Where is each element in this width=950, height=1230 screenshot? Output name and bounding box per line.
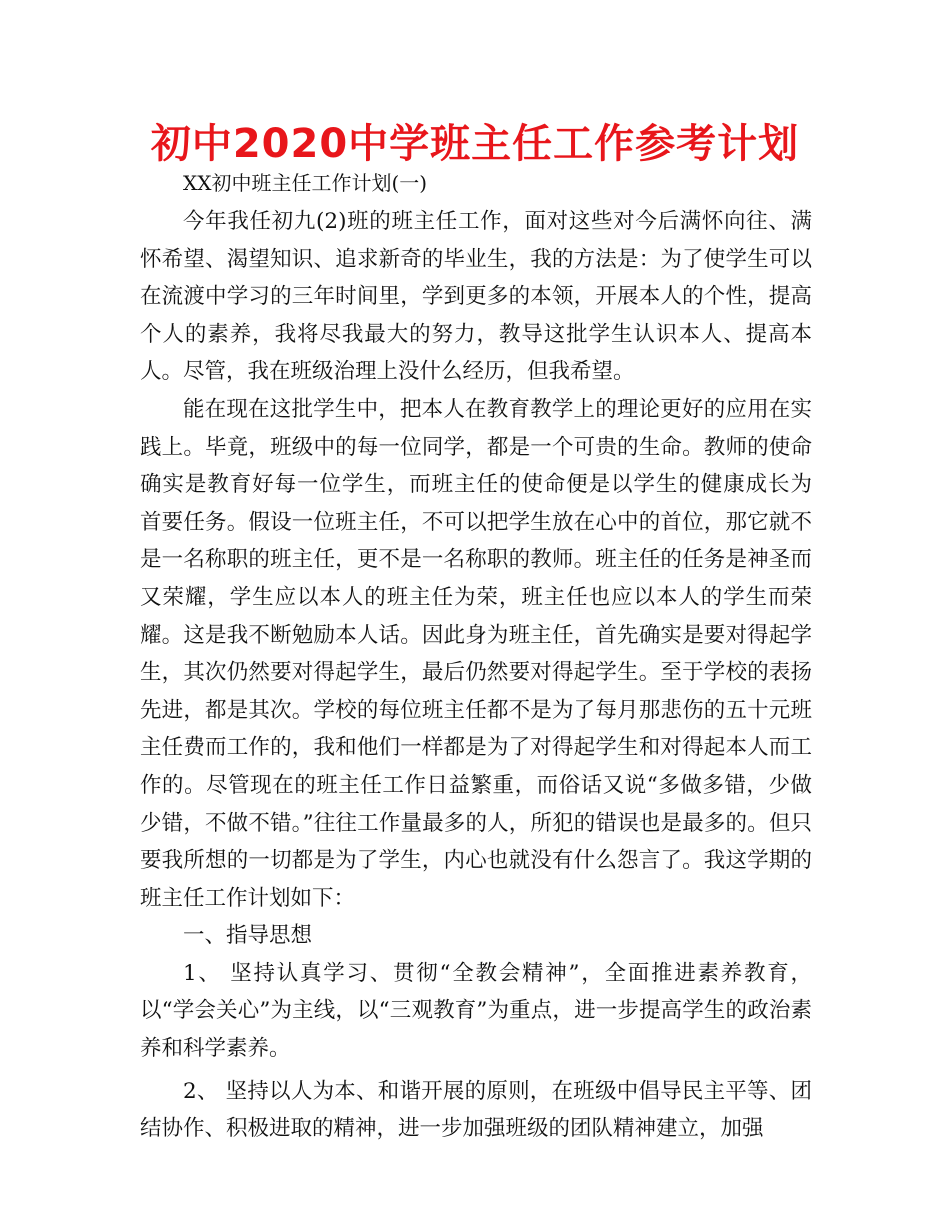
document-title: 初中2020中学班主任工作参考计划 [150,121,800,167]
paragraph-mission: 能在现在这批学生中，把本人在教育教学上的理论更好的应用在实践上。毕竟，班级中的每一位同学，都是一个可贵的生命。教师的使命确实是教育好每一位学生，而班主任的使命便是以学生的健康成长为 首要任务。假设一位班主任，不可以把学生放在心中的首位，那它就不是一名称职的班主任，更不是一名称职的教师。班主任的任务是神圣而又荣耀，学生应以本人的班主任为荣，班主任也应以本人的学生而荣耀。这是我不断勉励本人话。因此身为班主任，首先确实是要对得起学生，其次仍然要对得起学生，最后仍然要对得起学生。至于学校的表扬先进，都是其次。学校的每位班主任都不是为了每月那悲伤的五十元班主任费而工作的，我和他们一样都是为了对得起学生和对得起本人而工作的。尽管现在的班主任工作日益繁重，而俗话又说“多做多错，少做少错，不做不错。”往往工作量最多的人，所犯的错误也是最多的。但只要我所想的一切都是为了学生，内心也就没有什么怨言了。我这学期的班主任工作计划如下： [140,396,812,911]
section-heading-guiding-thought: 一、指导思想 [183,923,313,949]
list-item-2: 2、 坚持以人为本、和谐开展的原则，在班级中倡导民主平等、团结协作、积极进取的精神，进一步加强班级的团队精神建立，加强 [140,1078,812,1142]
paragraph-intro: 今年我任初九(2)班的班主任工作，面对这些对今后满怀向往、满怀希望、渴望知识、追求新奇的毕业生，我的方法是：为了使学生可以在流渡中学习的三年时间里，学到更多的本领，开展本人的个性，提高个人的素养，我将尽我最大的努力，教导这批学生认识本人、提高本人。尽管，我在班级治理上没什么经历，但我希望。 [140,209,812,385]
document-body [140,203,812,1148]
list-item-1: 1、 坚持认真学习、贯彻“全教会精神”，全面推进素养教育，以“学会关心”为主线，以“三观教育”为重点，进一步提高学生的政治素养和科学素养。 [140,960,812,1062]
document-subtitle: XX初中班主任工作计划(一) [183,171,428,195]
